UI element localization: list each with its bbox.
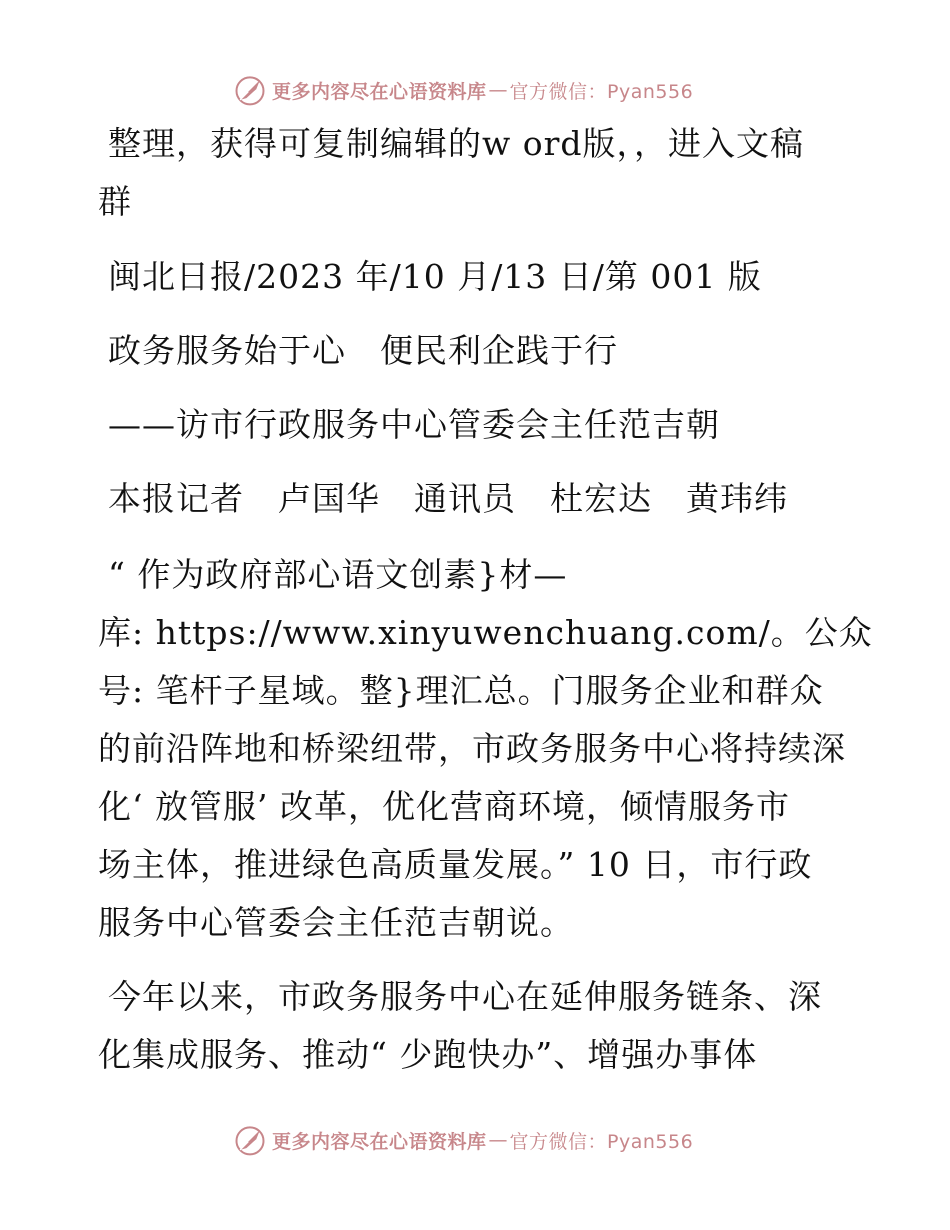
paragraph-1-line: 的前沿阵地和桥梁纽带，市政务服务中心将持续深 xyxy=(98,729,846,768)
paragraph-1 xyxy=(98,546,873,952)
quill-logo-icon xyxy=(232,1122,268,1158)
byline: 本报记者 卢国华 通讯员 杜宏达 黄玮纬 xyxy=(108,479,788,518)
paragraph-2-line: 化集成服务、推动“ 少跑快办”、增强办事体 xyxy=(98,1035,758,1074)
watermark-separator: — xyxy=(488,79,508,101)
paragraph-2-line: 今年以来，市政务服务中心在延伸服务链条、深 xyxy=(108,977,822,1016)
paragraph-1-line: “ 作为政府部心语文创素}材— xyxy=(108,555,568,594)
watermark-separator: — xyxy=(488,1129,508,1151)
paragraph-1-line: 场主体，推进绿色高质量发展。” 10 日，市行政 xyxy=(98,845,813,884)
watermark-main-text: 更多内容尽在心语资料库 xyxy=(272,1130,487,1153)
paragraph-1-line: 号: 笔杆子星域。整}理汇总。门服务企业和群众 xyxy=(98,671,824,710)
paragraph-1-line: 服务中心管委会主任范吉朝说。 xyxy=(98,903,574,942)
paragraph-2 xyxy=(98,968,858,1084)
subheadline: ——访市行政服务中心管委会主任范吉朝 xyxy=(108,405,720,444)
intro-line-1: 整理，获得可复制编辑的w ord版，，进入文稿 xyxy=(108,124,805,163)
watermark-contact: 官方微信：Pyan556 xyxy=(509,1130,694,1153)
paragraph-1-line: 化‘ 放管服’ 改革，优化营商环境，倾情服务市 xyxy=(98,787,790,826)
footer-watermark xyxy=(232,1120,732,1160)
header-watermark xyxy=(232,70,732,110)
watermark-contact: 官方微信：Pyan556 xyxy=(509,80,694,103)
watermark-main-text: 更多内容尽在心语资料库 xyxy=(272,80,487,103)
headline: 政务服务始于心 便民利企践于行 xyxy=(108,331,618,370)
source-line: 闽北日报/2023 年/10 月/13 日/第 001 版 xyxy=(108,257,762,296)
quill-logo-icon xyxy=(232,72,268,108)
paragraph-1-line: 库: https://www.xinyuwenchuang.com/。公众 xyxy=(98,613,873,652)
intro-line-2: 群 xyxy=(98,182,132,221)
